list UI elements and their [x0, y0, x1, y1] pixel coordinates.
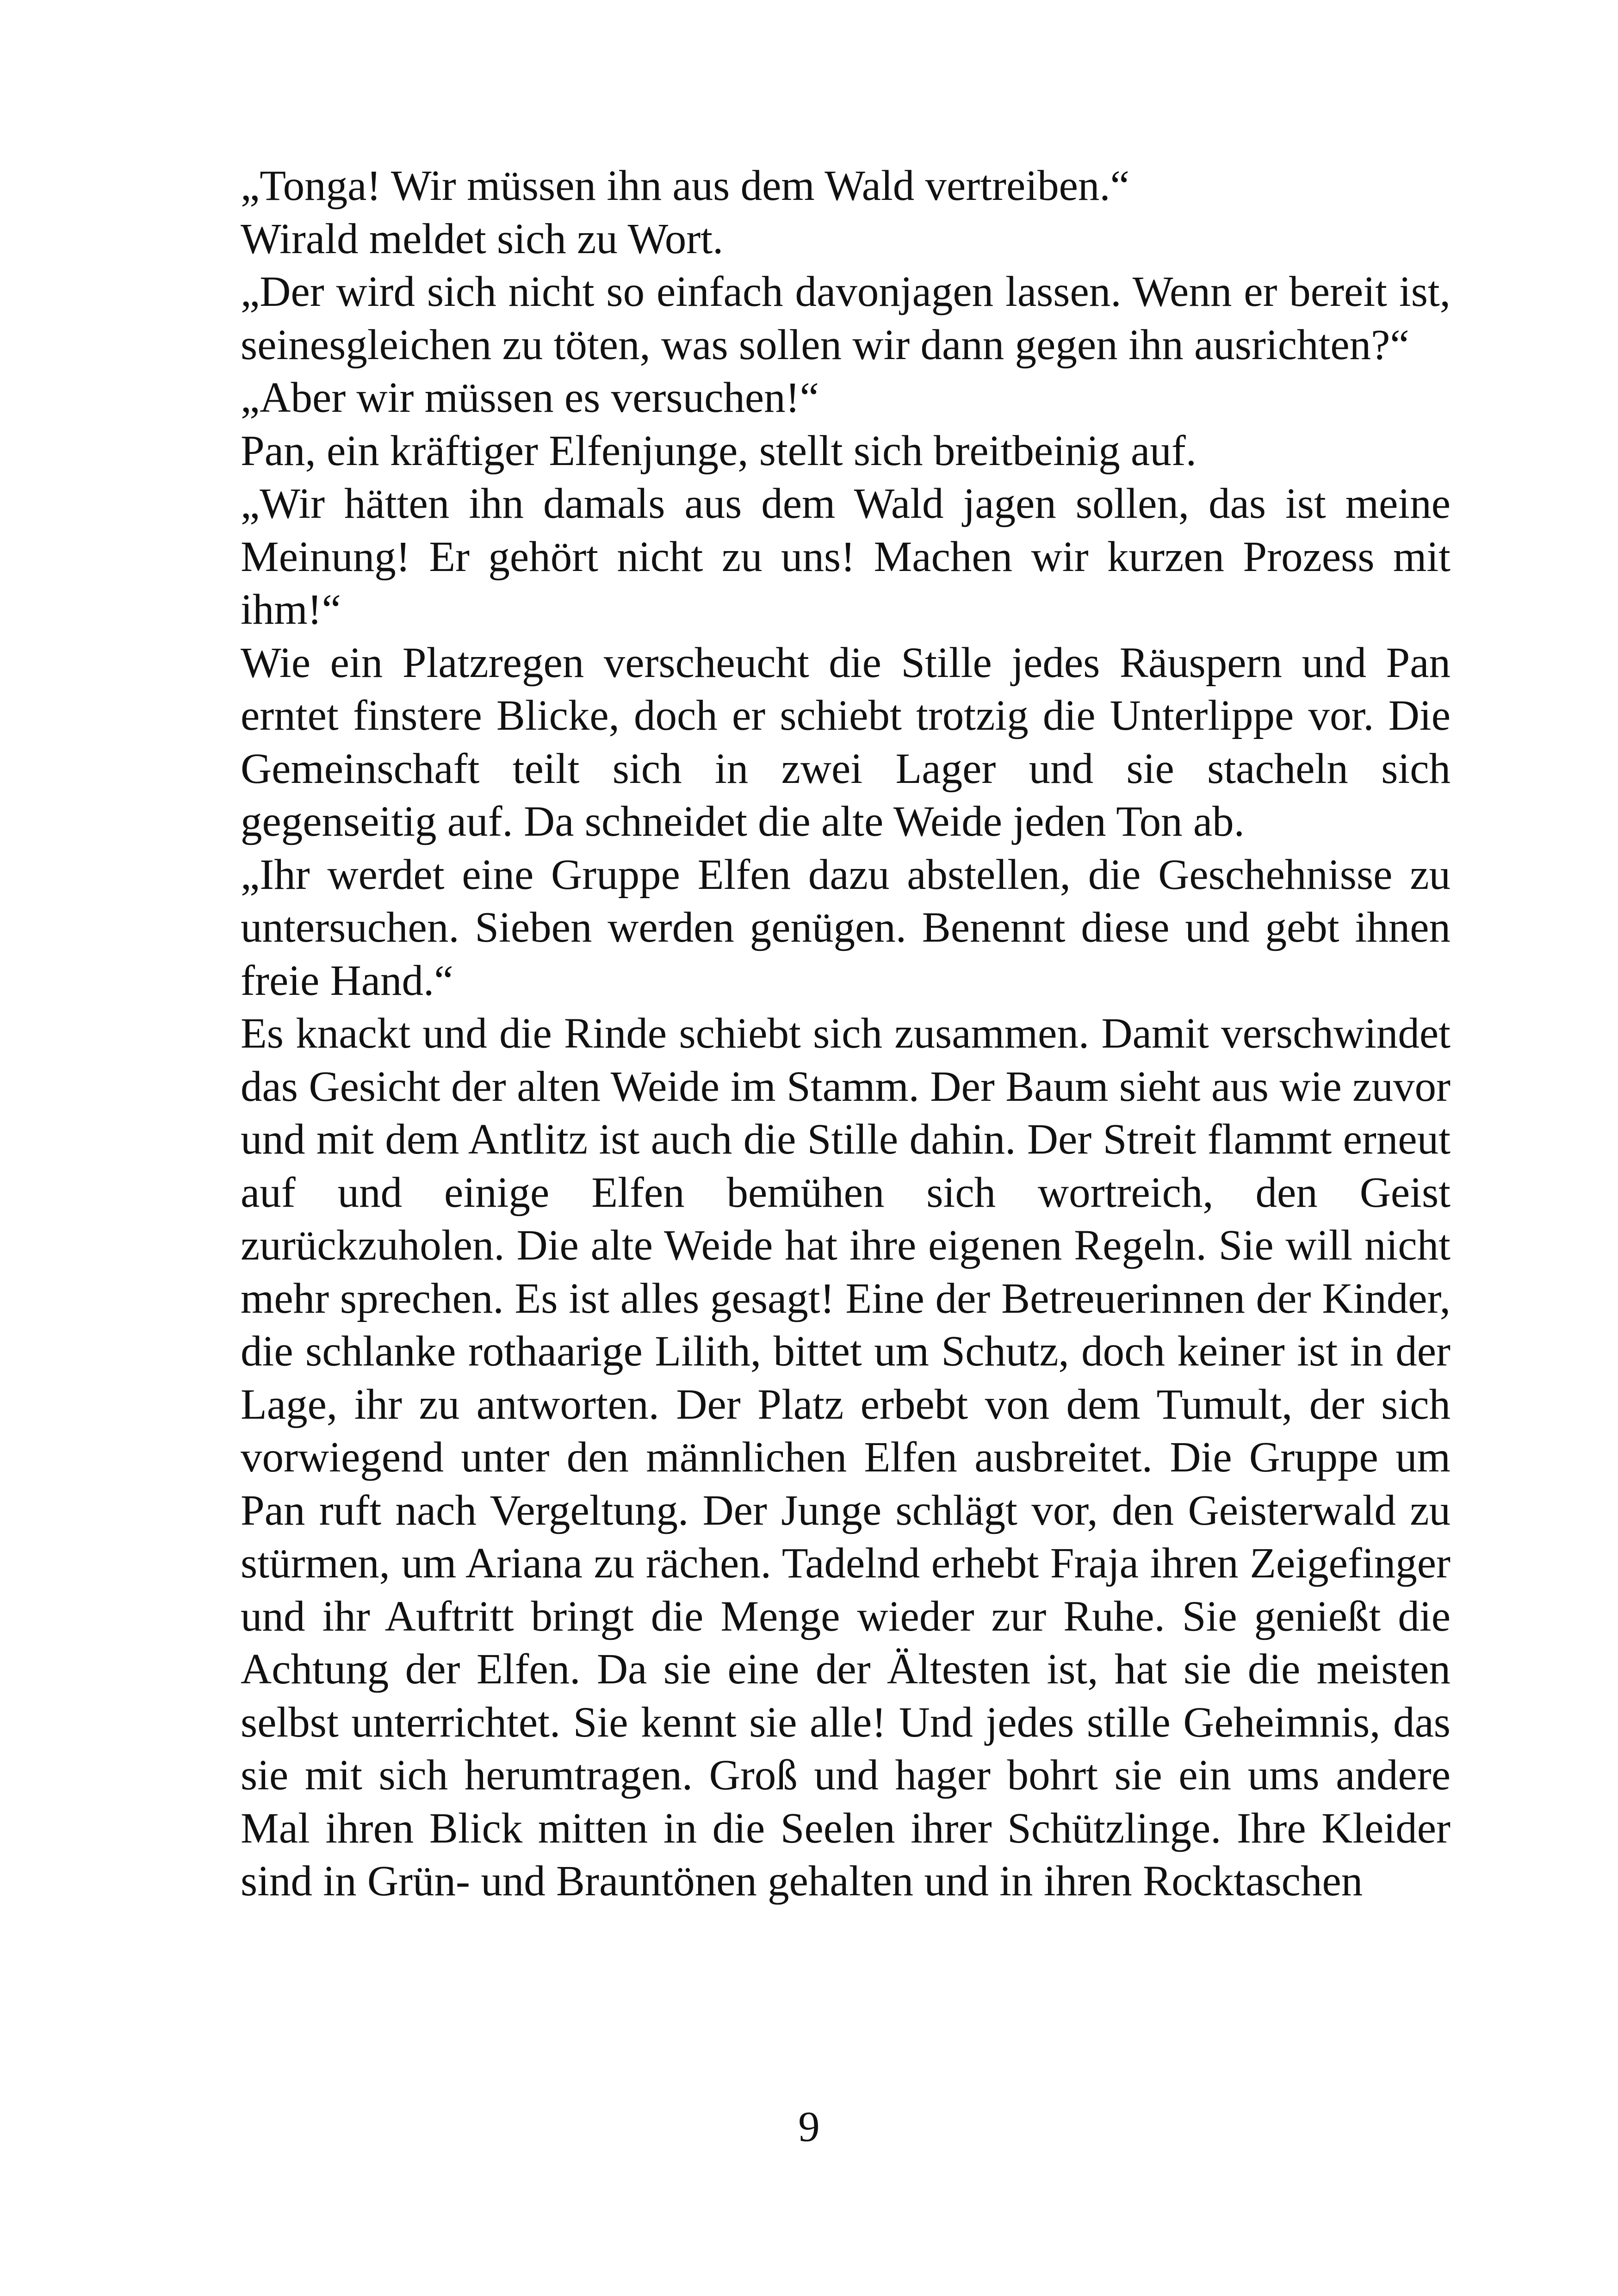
paragraph: „Wir hätten ihn damals aus dem Wald jagen sollen, das ist meine Meinung! Er gehört nicht zu uns! Machen wir kurzen Prozess mit ihm!“: [241, 480, 1451, 633]
paragraph: Pan, ein kräftiger Elfenjunge, stellt sich breitbeinig auf.: [241, 427, 1197, 475]
paragraph: Wie ein Platzregen verscheucht die Stille jedes Räuspern und Pan erntet finstere Blicke, doch er schiebt trotzig die Unterlippe vor. Die Gemeinschaft teilt sich in zwei Lager und sie stacheln sich gegenseitig auf. Da schneidet die alte Weide jeden Ton ab.: [241, 639, 1451, 845]
paragraph: „Ihr werdet eine Gruppe Elfen dazu abstellen, die Geschehnisse zu untersuchen. Sieben werden genügen. Benennt diese und gebt ihnen freie Hand.“: [241, 850, 1451, 1005]
paragraph: „Aber wir müssen es versuchen!“: [241, 374, 819, 422]
paragraph: „Der wird sich nicht so einfach davonjagen lassen. Wenn er bereit ist, seinesgleichen zu töten, was sollen wir dann gegen ihn ausrichten?“: [241, 268, 1451, 369]
page-number: 9: [798, 2103, 820, 2151]
body-text: [241, 160, 1451, 1908]
paragraph: „Tonga! Wir müssen ihn aus dem Wald vertreiben.“: [241, 162, 1129, 210]
paragraph: Es knackt und die Rinde schiebt sich zusammen. Damit verschwindet das Gesicht der alten Weide im Stamm. Der Baum sieht aus wie zuvor und mit dem Antlitz ist auch die Stille dahin. Der Streit flammt erneut auf und einige Elfen bemühen sich wortreich, den Geist zurückzuholen. Die alte Weide hat ihre eigenen Regeln. Sie will nicht mehr sprechen. Es ist alles gesagt! Eine der Betreuerinnen der Kinder, die schlanke rothaarige Lilith, bittet um Schutz, doch keiner ist in der Lage, ihr zu antworten. Der Platz erbebt von dem Tumult, der sich vorwiegend unter den männlichen Elfen ausbreitet. Die Gruppe um Pan ruft nach Vergeltung. Der Junge schlägt vor, den Geisterwald zu stürmen, um Ariana zu rächen. Tadelnd erhebt Fraja ihren Zeigefinger und ihr Auftritt bringt die Menge wieder zur Ruhe. Sie genießt die Achtung der Elfen. Da sie eine der Ältesten ist, hat sie die meisten selbst unterrichtet. Sie kennt sie alle! Und jedes stille Geheimnis, das sie mit sich herumtragen. Groß und hager bohrt sie ein ums andere Mal ihren Blick mitten in die Seelen ihrer Schützlinge. Ihre Kleider sind in Grün- und Brauntönen gehalten und in ihren Rocktaschen: [241, 1010, 1451, 1905]
paragraph: Wirald meldet sich zu Wort.: [241, 215, 724, 263]
